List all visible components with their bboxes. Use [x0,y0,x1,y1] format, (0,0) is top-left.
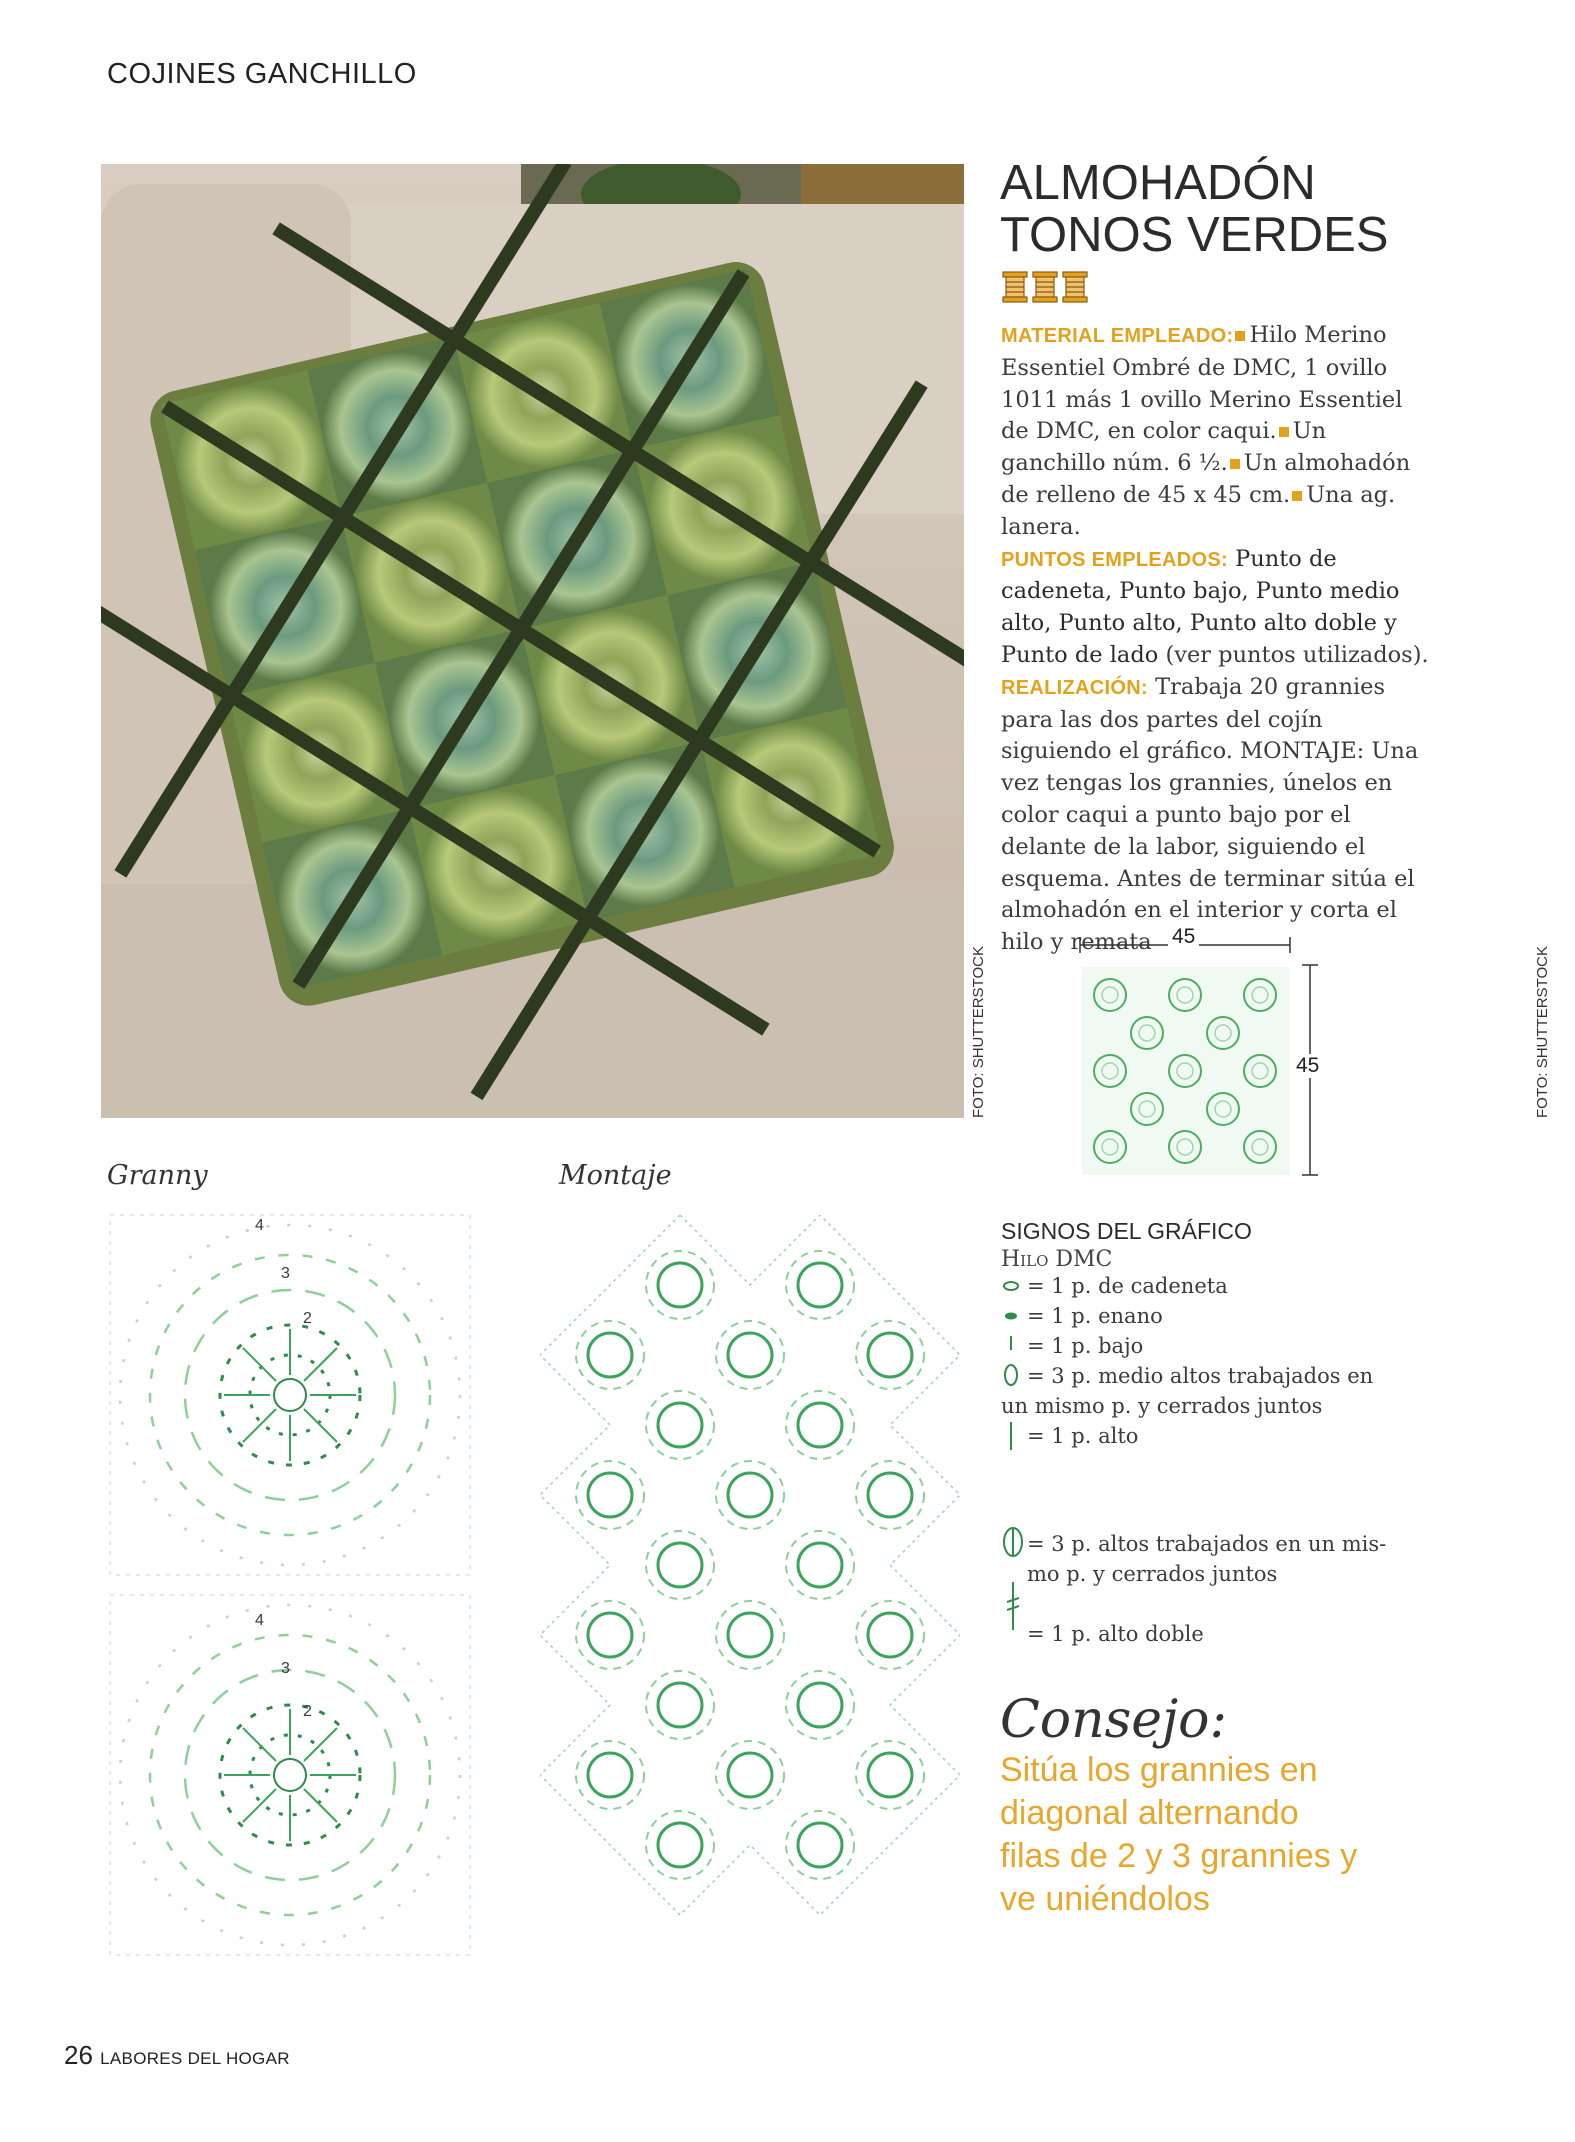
round-2: 2 [303,1310,312,1327]
cushion-photo [101,164,964,1118]
round-3-b: 3 [281,1660,290,1677]
legend-item-2: = 1 p. enano [1027,1304,1163,1328]
legend-item-5: = 1 p. alto [1027,1424,1139,1448]
photo-credit-left: FOTO: SHUTTERSTOCK [970,946,987,1118]
round-4: 4 [255,1217,264,1234]
material-item-4: Una ag. lanera. [1001,481,1396,540]
legend-item-6b: mo p. y cerrados juntos [1027,1562,1278,1586]
spool-icon [1063,272,1087,302]
publication-name: LABORES DEL HOGAR [100,2049,290,2068]
instructions-text [1001,320,1431,959]
round-2-b: 2 [303,1703,312,1720]
cadeneta-icon [1004,1282,1018,1290]
legend-title: SIGNOS DEL GRÁFICO [1001,1218,1252,1244]
puntos-text: Punto de cadeneta, Punto bajo, Punto medio alto, Punto alto, Punto alto doble y Punto de lado [1001,545,1400,668]
granny-label: Granny [107,1160,208,1191]
tip-heading: Consejo: [1000,1690,1227,1750]
montaje-diagram [540,1215,960,1949]
realizacion-label: REALIZACIÓN: [1001,676,1148,699]
material-item-3: Un almohadón de relleno de 45 x 45 cm. [1001,450,1411,508]
legend-item-4: = 3 p. medio altos trabajados en [1027,1364,1374,1388]
legend-item-1: = 1 p. de cadeneta [1027,1274,1228,1298]
legend-item-3: = 1 p. bajo [1027,1334,1144,1358]
montaje-label: Montaje [559,1160,672,1191]
round-4-b: 4 [255,1612,264,1629]
legend-item-6: = 3 p. altos trabajados en un mis- [1027,1532,1387,1556]
title-line-1: ALMOHADÓN [1000,156,1316,210]
realizacion-text: Trabaja 20 grannies para las dos partes del cojín siguiendo el gráfico. MONTAJE: Una vez tengas los grannies, únelos en color caqui a punto bajo por el delante de la labor, siguiendo el esquema. Antes de terminar sitúa el almohadón en el interior y corta el hilo y remata [1001,673,1419,956]
legend-subtitle: Hilo DMC [1001,1247,1113,1272]
tip-text: Sitúa los grannies en diagonal alternando filas de 2 y 3 grannies y ve uniéndolos [1000,1751,1358,1918]
puntos-label: PUNTOS EMPLEADOS: [1001,548,1228,571]
article-title [1000,157,1520,261]
spool-icon [1033,272,1057,302]
page-number: 26 [64,2040,93,2070]
section-header: COJINES GANCHILLO [107,58,417,90]
material-item-2: Un ganchillo núm. 6 ½. [1001,418,1327,477]
difficulty-spools [1001,270,1091,308]
granny-diagram [100,1205,480,1969]
title-line-2: TONOS VERDES [1000,208,1389,262]
round-3: 3 [281,1265,290,1282]
photo-credit-right: FOTO: SHUTTERSTOCK [1534,946,1551,1118]
chart-legend [1001,1218,1401,1692]
puntos-note: (ver puntos utilizados). [1165,641,1429,668]
medio-alto-cluster-icon [1005,1365,1017,1385]
spool-icon [1003,272,1027,302]
width-label: 45 [1168,925,1199,949]
legend-item-7: = 1 p. alto doble [1027,1622,1204,1646]
enano-icon [1005,1313,1017,1320]
material-item-1: Hilo Merino Essentiel Ombré de DMC, 1 ovillo 1011 más 1 ovillo Merino Essentiel de DMC, en color caqui. [1001,322,1403,445]
height-label: 45 [1296,1054,1320,1077]
material-label: MATERIAL EMPLEADO: [1001,325,1234,347]
legend-item-4b: un mismo p. y cerrados juntos [1001,1394,1323,1418]
footer [64,2040,290,2071]
